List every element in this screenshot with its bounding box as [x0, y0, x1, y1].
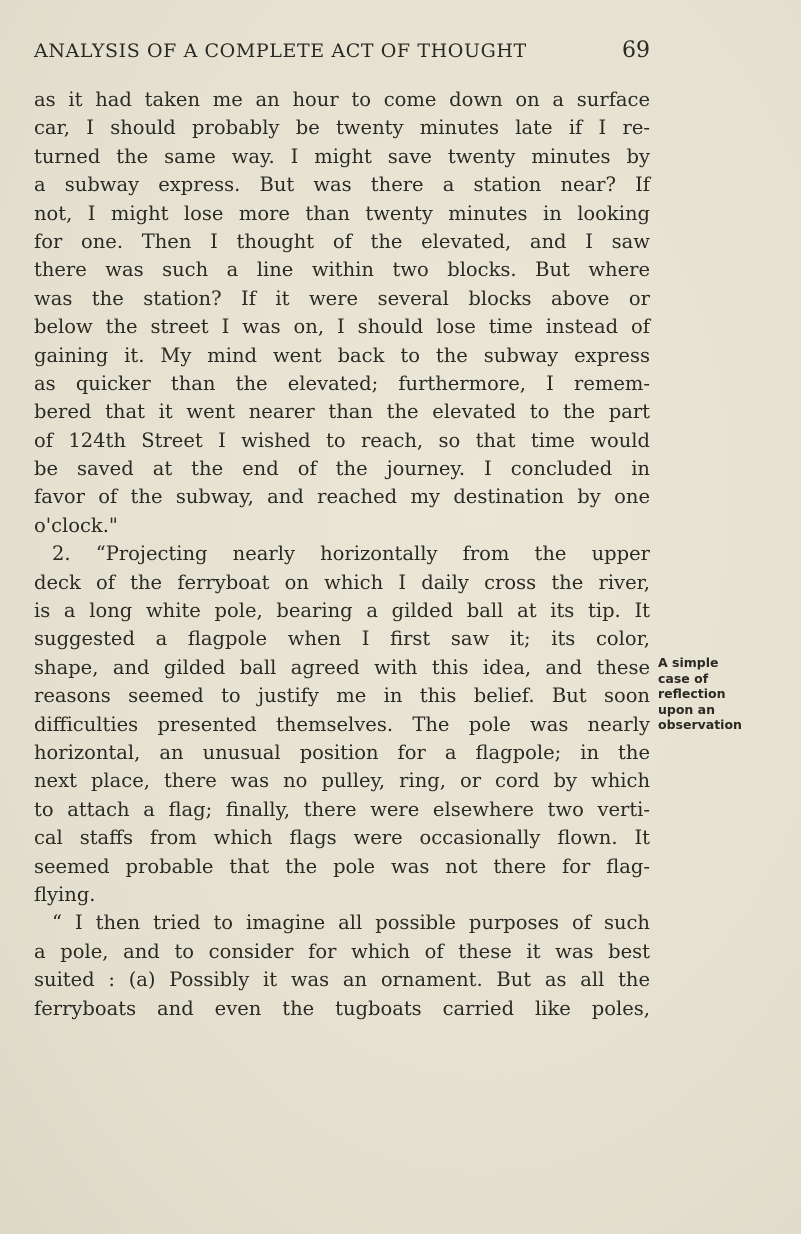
text-line: suggested a flagpole when I first saw it; its color,	[34, 627, 650, 651]
text-line: as it had taken me an hour to come down on a surface	[34, 88, 650, 111]
text-line: not, I might lose more than twenty minutes in looking	[34, 201, 650, 225]
text-line: is a long white pole, bearing a gilded ball at its tip. It	[34, 599, 650, 623]
text-line: to attach a flag; finally, there were elsewhere two verti-	[34, 797, 650, 821]
margin-note	[658, 655, 798, 733]
text-line: suited : (a) Possibly it was an ornament. But as all the	[34, 968, 650, 992]
text-line: “ I then tried to imagine all possible purposes of such	[52, 911, 650, 935]
text-line: favor of the subway, and reached my destination by one	[34, 485, 650, 509]
margin-note-line: reflection	[658, 686, 726, 701]
text-line: flying.	[34, 882, 96, 906]
margin-note-line: upon an	[658, 701, 716, 717]
text-line: below the street I was on, I should lose time instead of	[34, 315, 650, 339]
text-line: difficulties presented themselves. The pole was nearly	[34, 712, 650, 736]
text-line: bered that it went nearer than the elevated to the part	[34, 400, 650, 424]
text-line: ferryboats and even the tugboats carried like poles,	[34, 996, 650, 1020]
text-line: there was such a line within two blocks. But where	[34, 258, 650, 282]
text-line: o'clock."	[34, 513, 118, 537]
running-head: ANALYSIS OF A COMPLETE ACT OF THOUGHT	[34, 40, 527, 62]
text-line: as quicker than the elevated; furthermore, I remem-	[34, 371, 650, 395]
text-line: be saved at the end of the journey. I concluded in	[34, 457, 650, 481]
margin-note-line: observation	[658, 717, 742, 732]
text-line: was the station? If it were several blocks above or	[34, 286, 650, 310]
text-line: turned the same way. I might save twenty minutes by	[34, 144, 650, 168]
text-line: deck of the ferryboat on which I daily cross the river,	[34, 570, 650, 594]
margin-note-line: case of	[658, 670, 709, 686]
text-line: of 124th Street I wished to reach, so that time would	[34, 428, 650, 452]
body-text	[34, 86, 650, 1023]
text-line: for one. Then I thought of the elevated, and I saw	[34, 229, 650, 253]
text-line: car, I should probably be twenty minutes late if I re-	[34, 116, 650, 140]
text-line: seemed probable that the pole was not there for flag-	[34, 854, 650, 878]
text-line: a subway express. But was there a station near? If	[34, 173, 650, 197]
page-number: 69	[622, 38, 650, 63]
margin-note-line: A simple	[658, 655, 719, 670]
text-line: reasons seemed to justify me in this belief. But soon	[34, 684, 650, 708]
text-line: horizontal, an unusual position for a flagpole; in the	[34, 740, 650, 764]
text-line: gaining it. My mind went back to the subway express	[34, 343, 650, 367]
text-line: next place, there was no pulley, ring, or cord by which	[34, 769, 650, 793]
text-line: 2. “Projecting nearly horizontally from the upper	[52, 542, 650, 566]
text-line: cal staffs from which flags were occasionally flown. It	[34, 826, 650, 850]
text-line: a pole, and to consider for which of these it was best	[34, 939, 650, 963]
text-line: shape, and gilded ball agreed with this idea, and these	[34, 655, 650, 679]
page-header	[34, 40, 650, 70]
